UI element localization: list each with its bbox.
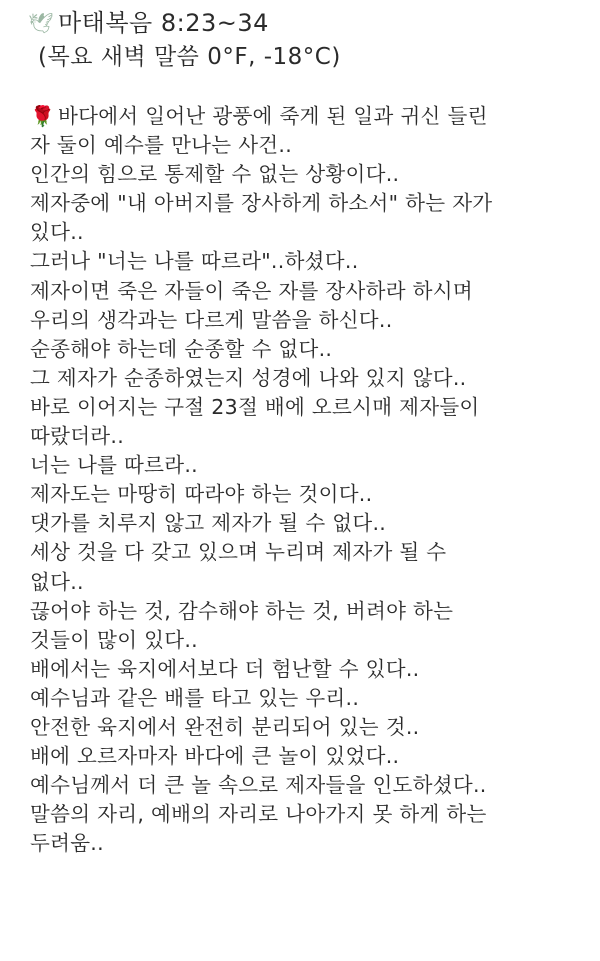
text-line: 끊어야 하는 것, 감수해야 하는 것, 버려야 하는 bbox=[30, 598, 454, 623]
meditation-text bbox=[30, 102, 582, 858]
text-line: 배에서는 육지에서보다 더 험난할 수 있다.. bbox=[30, 656, 420, 681]
text-line: 🌹 바다에서 일어난 광풍에 죽게 된 일과 귀신 들린 bbox=[30, 102, 582, 131]
text-line: 것들이 많이 있다.. bbox=[30, 627, 198, 652]
text-line: 인간의 힘으로 통제할 수 없는 상황이다.. bbox=[30, 162, 400, 187]
text-line: 안전한 육지에서 완전히 분리되어 있는 것.. bbox=[30, 714, 420, 739]
text-line: 댓가를 치루지 않고 제자가 될 수 없다.. bbox=[30, 511, 387, 536]
text-line: 따랐더라.. bbox=[30, 424, 125, 449]
text-line: 두려움.. bbox=[30, 831, 104, 856]
header-title-line bbox=[30, 6, 582, 40]
text-line: 순종해야 하는데 순종할 수 없다.. bbox=[30, 336, 333, 361]
text-line: 제자중에 "내 아버지를 장사하게 하소서" 하는 자가 bbox=[30, 191, 493, 216]
rose-icon: 🌹 bbox=[30, 104, 56, 128]
text-line: 있다.. bbox=[30, 220, 84, 245]
page-title: 마태복음 8:23~34 bbox=[58, 9, 269, 37]
text-line: 제자이면 죽은 자들이 죽은 자를 장사하라 하시며 bbox=[30, 278, 473, 303]
text-line: 그러나 "너는 나를 따르라"..하셨다.. bbox=[30, 249, 359, 274]
text-line: 예수님과 같은 배를 타고 있는 우리.. bbox=[30, 685, 360, 710]
text-line: 배에 오르자마자 바다에 큰 놀이 있었다.. bbox=[30, 744, 400, 769]
text-line: 말씀의 자리, 예배의 자리로 나아가지 못 하게 하는 bbox=[30, 802, 487, 827]
text-line: 너는 나를 따르라.. bbox=[30, 453, 198, 478]
text-line: 제자도는 마땅히 따라야 하는 것이다.. bbox=[30, 482, 373, 507]
page-subtitle: (목요 새벽 말씀 0°F, -18°C) bbox=[38, 44, 341, 70]
text-line: 세상 것을 다 갖고 있으며 누리며 제자가 될 수 bbox=[30, 540, 447, 565]
text-line: 예수님께서 더 큰 놀 속으로 제자들을 인도하셨다.. bbox=[30, 773, 487, 798]
text-line: 없다.. bbox=[30, 569, 84, 594]
dove-icon: 🕊 bbox=[28, 11, 54, 35]
text-line: 자 둘이 예수를 만나는 사건.. bbox=[30, 133, 293, 158]
text-line: 그 제자가 순종하였는지 성경에 나와 있지 않다.. bbox=[30, 365, 467, 390]
text-line: 우리의 생각과는 다르게 말씀을 하신다.. bbox=[30, 307, 393, 332]
text-line: 바로 이어지는 구절 23절 배에 오르시매 제자들이 bbox=[30, 394, 480, 419]
